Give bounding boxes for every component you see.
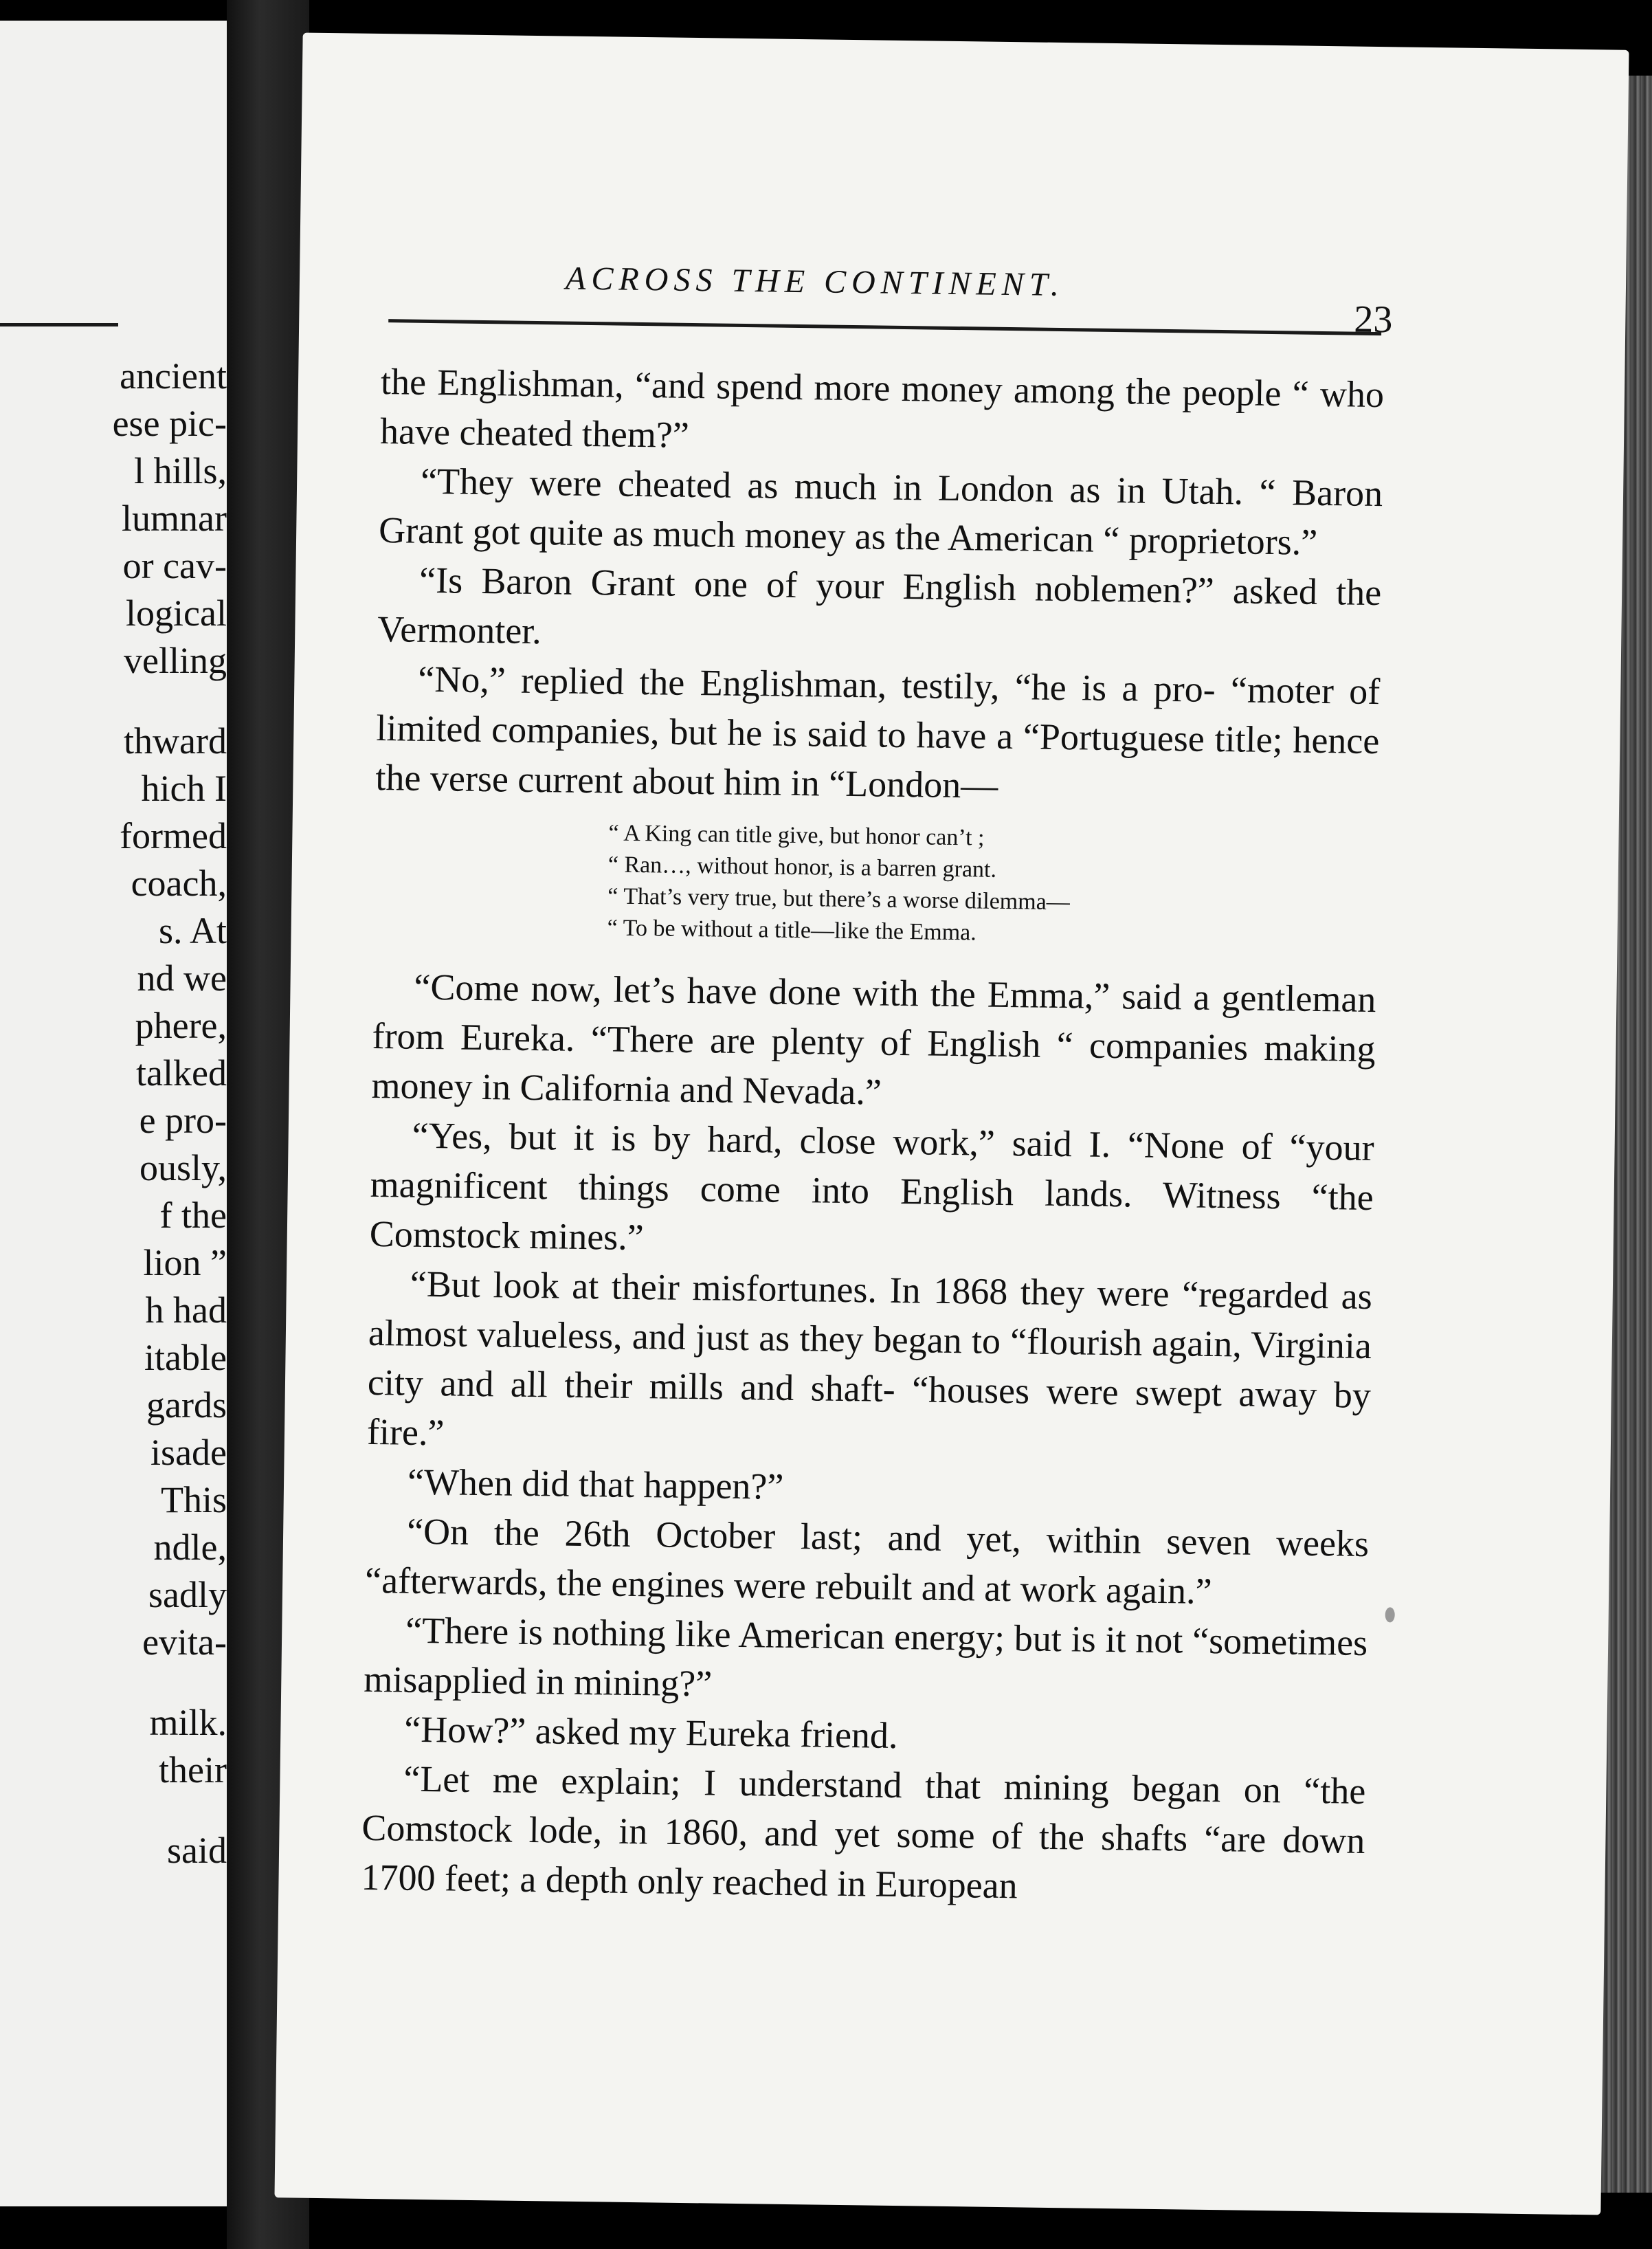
left-page-line: hich I	[141, 768, 227, 809]
left-page-line: lumnar	[122, 498, 227, 539]
paragraph: “No,” replied the Englishman, testily, “he is a pro- “moter of limited companies, but he is said to have a “Portuguese title; hence the verse current about him in “London—	[375, 658, 1381, 806]
running-head: ACROSS THE CONTINENT.	[565, 260, 1065, 304]
paragraph: “Yes, but it is by hard, close work,” said I. “None of “your magnificent things come into English lands. Witness “the Comstock mines.”	[369, 1114, 1374, 1259]
left-page-line: ndle,	[153, 1527, 227, 1568]
left-page-line: talked	[136, 1052, 227, 1094]
paragraph: “Let me explain; I understand that mining began on “the Comstock lode, in 1860, and yet some of the shafts “are down 1700 feet; a depth only reached in European	[361, 1758, 1366, 1907]
left-page-line: l hills,	[133, 450, 227, 491]
left-page-line: ese pic-	[112, 403, 227, 444]
left-page-line: e pro-	[139, 1100, 227, 1141]
right-page	[274, 33, 1629, 2215]
left-page-line: formed	[120, 815, 227, 856]
left-page-line: thward	[124, 720, 227, 762]
scan-speck	[1385, 1607, 1395, 1622]
left-page-line: s. At	[158, 910, 227, 951]
left-page-line: milk.	[149, 1702, 227, 1743]
left-page-line: ancient	[120, 355, 227, 397]
verse-line: “ A King can title give, but honor can’t ;	[608, 820, 985, 851]
left-page-line: said	[167, 1830, 227, 1871]
verse-line: “ Ran…, without honor, is a barren grant.	[607, 852, 997, 883]
left-page-line: coach,	[131, 863, 227, 904]
left-page-line: velling	[124, 640, 227, 681]
left-facing-page	[0, 21, 227, 2206]
header-rule	[388, 319, 1381, 335]
left-page-line: ously,	[139, 1147, 227, 1188]
paragraph: “On the 26th October last; and yet, within seven weeks “afterwards, the engines were rebuilt and at work again.”	[364, 1510, 1370, 1613]
left-page-line: gards	[146, 1384, 227, 1426]
left-page-line: f the	[159, 1195, 227, 1236]
verse-block	[607, 817, 1378, 954]
left-page-line: evita-	[142, 1621, 227, 1663]
paragraphs-before-verse	[375, 357, 1384, 815]
verse-line: “ That’s very true, but there’s a worse dilemma—	[607, 883, 1071, 916]
paragraph: “They were cheated as much in London as in Utah. “ Baron Grant got quite as much money as the American “ proprietors.”	[378, 460, 1383, 563]
left-page-rule	[0, 323, 118, 326]
left-page-line: nd we	[137, 957, 227, 999]
paragraph: “But look at their misfortunes. In 1868 they were “regarded as almost valueless, and just as they began to “flourish again, Virginia city and all their mills and shaft- “houses were swept away by fire.”	[366, 1263, 1373, 1454]
paragraph: the Englishman, “and spend more money among the people “ who have cheated them?”	[379, 361, 1385, 456]
left-page-line: phere,	[135, 1005, 227, 1046]
left-page-line: This	[160, 1479, 227, 1520]
body-text	[361, 357, 1384, 1915]
paragraph: “How?” asked my Eureka friend.	[404, 1708, 898, 1757]
left-page-line: h had	[145, 1289, 227, 1331]
page-number: 23	[1353, 298, 1393, 342]
left-page-line: itable	[144, 1337, 227, 1378]
verse-line: “ To be without a title—like the Emma.	[607, 915, 976, 946]
paragraph: “When did that happen?”	[407, 1461, 784, 1507]
left-page-line: logical	[126, 592, 227, 634]
paragraph: “Is Baron Grant one of your English noblemen?” asked the Vermonter.	[377, 559, 1382, 652]
paragraph: “There is nothing like American energy; but is it not “sometimes misapplied in mining?”	[363, 1609, 1368, 1705]
left-page-line: isade	[150, 1432, 227, 1473]
left-page-line: their	[159, 1749, 227, 1791]
paragraphs-after-verse	[361, 962, 1376, 1915]
left-page-line: or cav-	[122, 545, 227, 586]
paragraph: “Come now, let’s have done with the Emma,” said a gentleman from Eureka. “There are plenty of English “ companies making money in California and Nevada.”	[371, 966, 1376, 1113]
left-page-line: lion ”	[143, 1242, 227, 1283]
left-page-line: sadly	[148, 1574, 227, 1615]
